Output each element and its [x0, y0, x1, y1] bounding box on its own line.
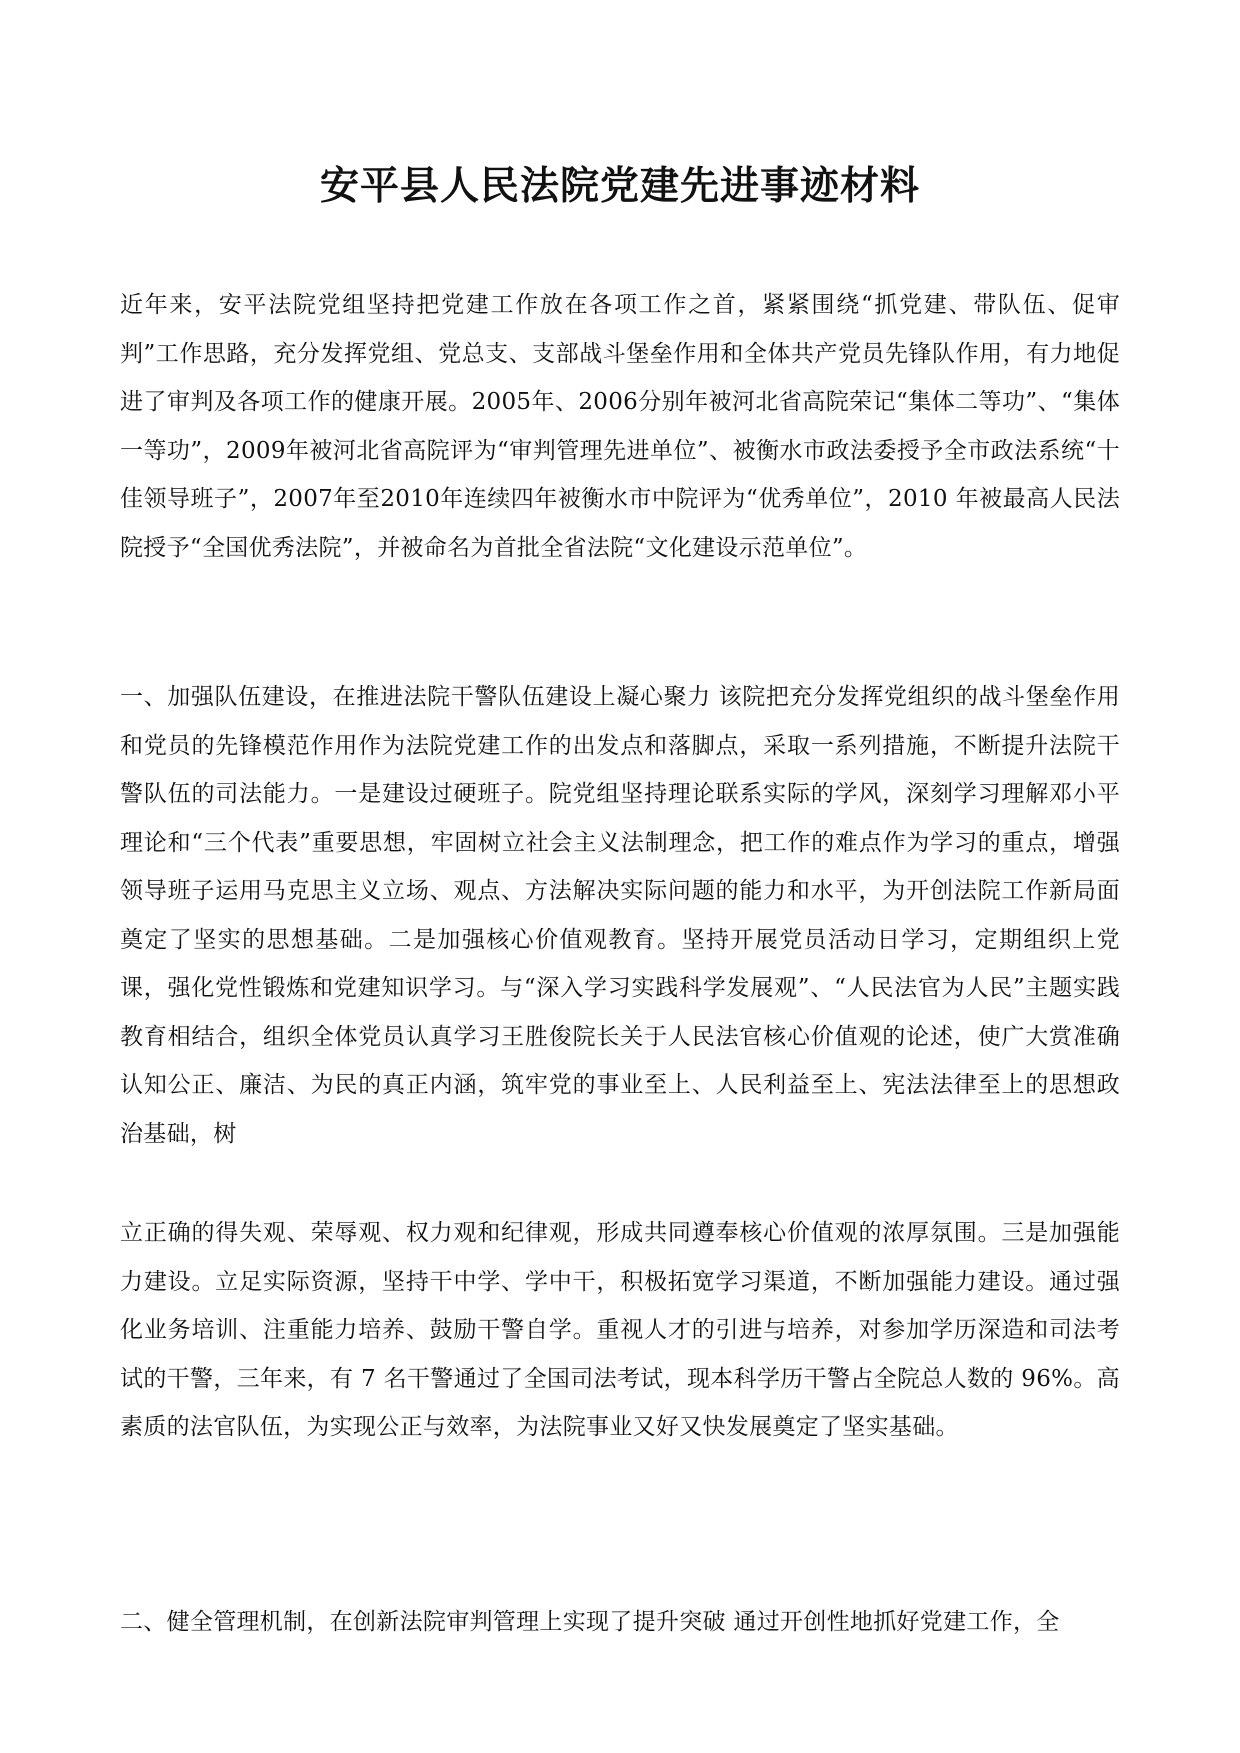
document-title: 安平县人民法院党建先进事迹材料 — [319, 163, 920, 209]
paragraph-team-building-continued: 立正确的得失观、荣辱观、权力观和纪律观，形成共同遵奉核心价值观的浓厚氛围。三是加强能力建设。立足实际资源，坚持干中学、学中干，积极拓宽学习渠道，不断加强能力建设。通过强化业务培训、注重能力培养、鼓励干警自学。重视人才的引进与培养，对参加学历深造和司法考试的干警，三年来，有 7 名干警通过了全国司法考试，现本科学历干警占全院总人数的 96%。高素质的法官队伍，为实现公正与效率，为法院事业又好又快发展奠定了坚实基础。 — [120, 1220, 1120, 1440]
paragraph-management-mechanism: 二、健全管理机制，在创新法院审判管理上实现了提升突破 通过开创性地抓好党建工作，全 — [120, 1609, 1060, 1635]
paragraph-team-building: 一、加强队伍建设，在推进法院干警队伍建设上凝心聚力 该院把充分发挥党组织的战斗堡垒作用和党员的先锋模范作用作为法院党建工作的出发点和落脚点，采取一系列措施，不断提升法院干警队伍的司法能力。一是建设过硬班子。院党组坚持理论联系实际的学风，深刻学习理解邓小平理论和“三个代表”重要思想，牢固树立社会主义法制理念，把工作的难点作为学习的重点，增强领导班子运用马克思主义立场、观点、方法解决实际问题的能力和水平，为开创法院工作新局面奠定了坚实的思想基础。二是加强核心价值观教育。坚持开展党员活动日学习，定期组织上党课，强化党性锻炼和党建知识学习。与“深入学习实践科学发展观”、“人民法官为人民”主题实践教育相结合，组织全体党员认真学习王胜俊院长关于人民法官核心价值观的论述，使广大赏准确认知公正、廉洁、为民的真正内涵，筑牢党的事业至上、人民利益至上、宪法法律至上的思想政治基础，树 — [120, 684, 1120, 1147]
paragraph-intro: 近年来，安平法院党组坚持把党建工作放在各项工作之首，紧紧围绕“抓党建、带队伍、促审判”工作思路，充分发挥党组、党总支、支部战斗堡垒作用和全体共产党员先锋队作用，有力地促进了审判及各项工作的健康开展。2005年、2006分别年被河北省高院荣记“集体二等功”、“集体一等功”，2009年被河北省高院评为“审判管理先进单位”、被衡水市政法委授予全市政法系统“十佳领导班子”，2007年至2010年连续四年被衡水市中院评为“优秀单位”，2010 年被最高人民法院授予“全国优秀法院”，并被命名为首批全省法院“文化建设示范单位”。 — [120, 292, 1120, 561]
